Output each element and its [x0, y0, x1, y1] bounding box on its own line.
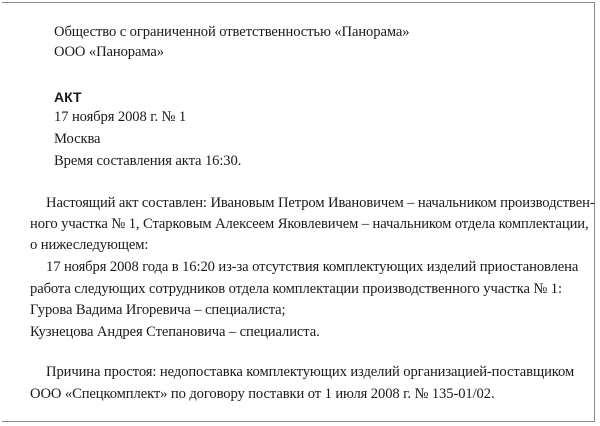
paragraph-1-line-3: о нижеследующем: [30, 237, 149, 253]
document-page [2, 2, 595, 422]
org-short-name: ООО «Панорама» [54, 44, 164, 60]
act-date-number: 17 ноября 2008 г. № 1 [54, 109, 187, 125]
act-time: Время составления акта 16:30. [54, 153, 242, 169]
act-place: Москва [54, 131, 101, 147]
reason-line-1: Причина простоя: недопоставка комплектующих изделий организацией-поставщиком [46, 364, 575, 380]
paragraph-1-line-1: Настоящий акт составлен: Ивановым Петром Ивановичем – начальником производствен- [46, 195, 595, 211]
employee-1: Гурова Вадима Игоревича – специалиста; [30, 302, 286, 318]
paragraph-2-line-1: 17 ноября 2008 года в 16:20 из-за отсутствия комплектующих изделий приостановлена [46, 259, 579, 275]
paragraph-2-line-2: работа следующих сотрудников отдела комплектации производственного участка № 1: [30, 281, 562, 297]
org-full-name: Общество с ограниченной ответственностью «Панорама» [54, 24, 410, 40]
reason-line-2: ООО «Спецкомплект» по договору поставки от 1 июля 2008 г. № 135-01/02. [30, 386, 495, 402]
act-title: АКТ [54, 89, 82, 105]
employee-2: Кузнецова Андрея Степановича – специалиста. [30, 324, 320, 340]
paragraph-1-line-2: ного участка № 1, Старковым Алексеем Яковлевичем – начальником отдела комплектации, [30, 216, 589, 232]
